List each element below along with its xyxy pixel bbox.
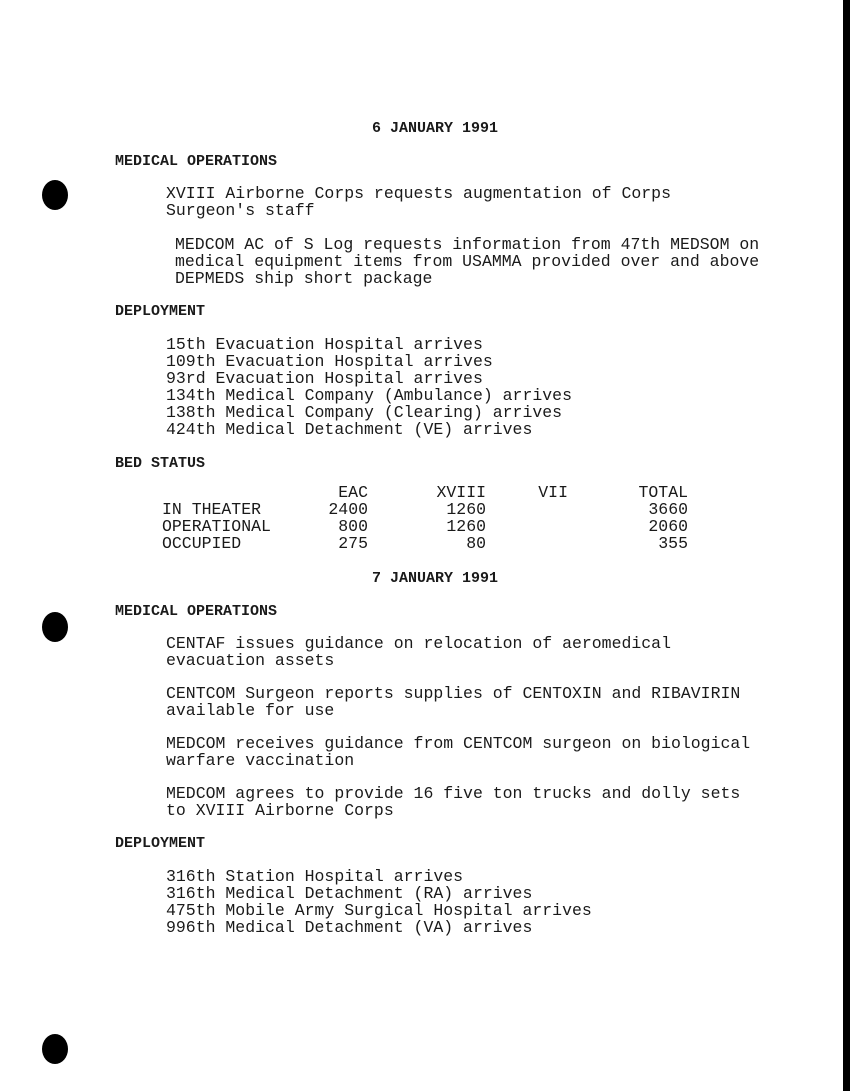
medical-item: MEDCOM receives guidance from CENTCOM surgeon on biological warfare vaccination — [166, 734, 751, 770]
page-edge-bar — [843, 0, 850, 1091]
column-header: XVIII — [436, 483, 486, 502]
medical-item: CENTAF issues guidance on relocation of aeromedical evacuation assets — [166, 634, 671, 670]
table-header-row — [162, 484, 688, 501]
section-heading-deployment: DEPLOYMENT — [115, 835, 206, 852]
cell: 355 — [658, 534, 688, 553]
table-row — [162, 518, 688, 535]
date-heading: 7 JANUARY 1991 — [372, 570, 499, 587]
medical-item: XVIII Airborne Corps requests augmentation of Corps Surgeon's staff — [166, 184, 671, 220]
date-heading: 6 JANUARY 1991 — [372, 120, 499, 137]
medical-item: CENTCOM Surgeon reports supplies of CENTOXIN and RIBAVIRIN available for use — [166, 684, 741, 720]
deployment-list: 316th Station Hospital arrives 316th Medical Detachment (RA) arrives 475th Mobile Army Surgical Hospital arrives 996th Medical Detachment (VA) arrives — [166, 867, 592, 937]
cell: 275 — [338, 534, 368, 553]
table-row — [162, 501, 688, 518]
cell — [486, 501, 568, 518]
cell: 800 — [338, 517, 368, 536]
section-heading-medical: MEDICAL OPERATIONS — [115, 153, 278, 170]
cell — [486, 535, 568, 552]
cell: 1260 — [446, 500, 486, 519]
cell: 80 — [466, 534, 486, 553]
row-label: IN THEATER — [162, 500, 262, 519]
column-header: EAC — [338, 483, 368, 502]
column-header — [162, 484, 312, 501]
row-label: OPERATIONAL — [162, 517, 271, 536]
column-header: TOTAL — [638, 483, 688, 502]
row-label: OCCUPIED — [162, 534, 242, 553]
cell: 1260 — [446, 517, 486, 536]
medical-item: MEDCOM AC of S Log requests information from 47th MEDSOM on medical equipment items from USAMMA provided over and above DEPMEDS ship short package — [175, 235, 760, 288]
cell: 3660 — [648, 500, 688, 519]
binder-hole — [42, 1034, 68, 1064]
medical-item: MEDCOM agrees to provide 16 five ton trucks and dolly sets to XVIII Airborne Corps — [166, 784, 741, 820]
section-heading-bed-status: BED STATUS — [115, 455, 206, 472]
table-row — [162, 535, 688, 552]
cell: 2400 — [328, 500, 368, 519]
binder-hole — [42, 180, 68, 210]
cell — [486, 518, 568, 535]
section-heading-medical: MEDICAL OPERATIONS — [115, 603, 278, 620]
section-heading-deployment: DEPLOYMENT — [115, 303, 206, 320]
cell: 2060 — [648, 517, 688, 536]
binder-hole — [42, 612, 68, 642]
bed-status-table — [162, 484, 688, 552]
column-header: VII — [538, 483, 568, 502]
deployment-list: 15th Evacuation Hospital arrives 109th Evacuation Hospital arrives 93rd Evacuation Hospital arrives 134th Medical Company (Ambulance) arrives 138th Medical Company (Clearing) arrives 424th Medical Detachment (VE) arrives — [166, 335, 572, 439]
